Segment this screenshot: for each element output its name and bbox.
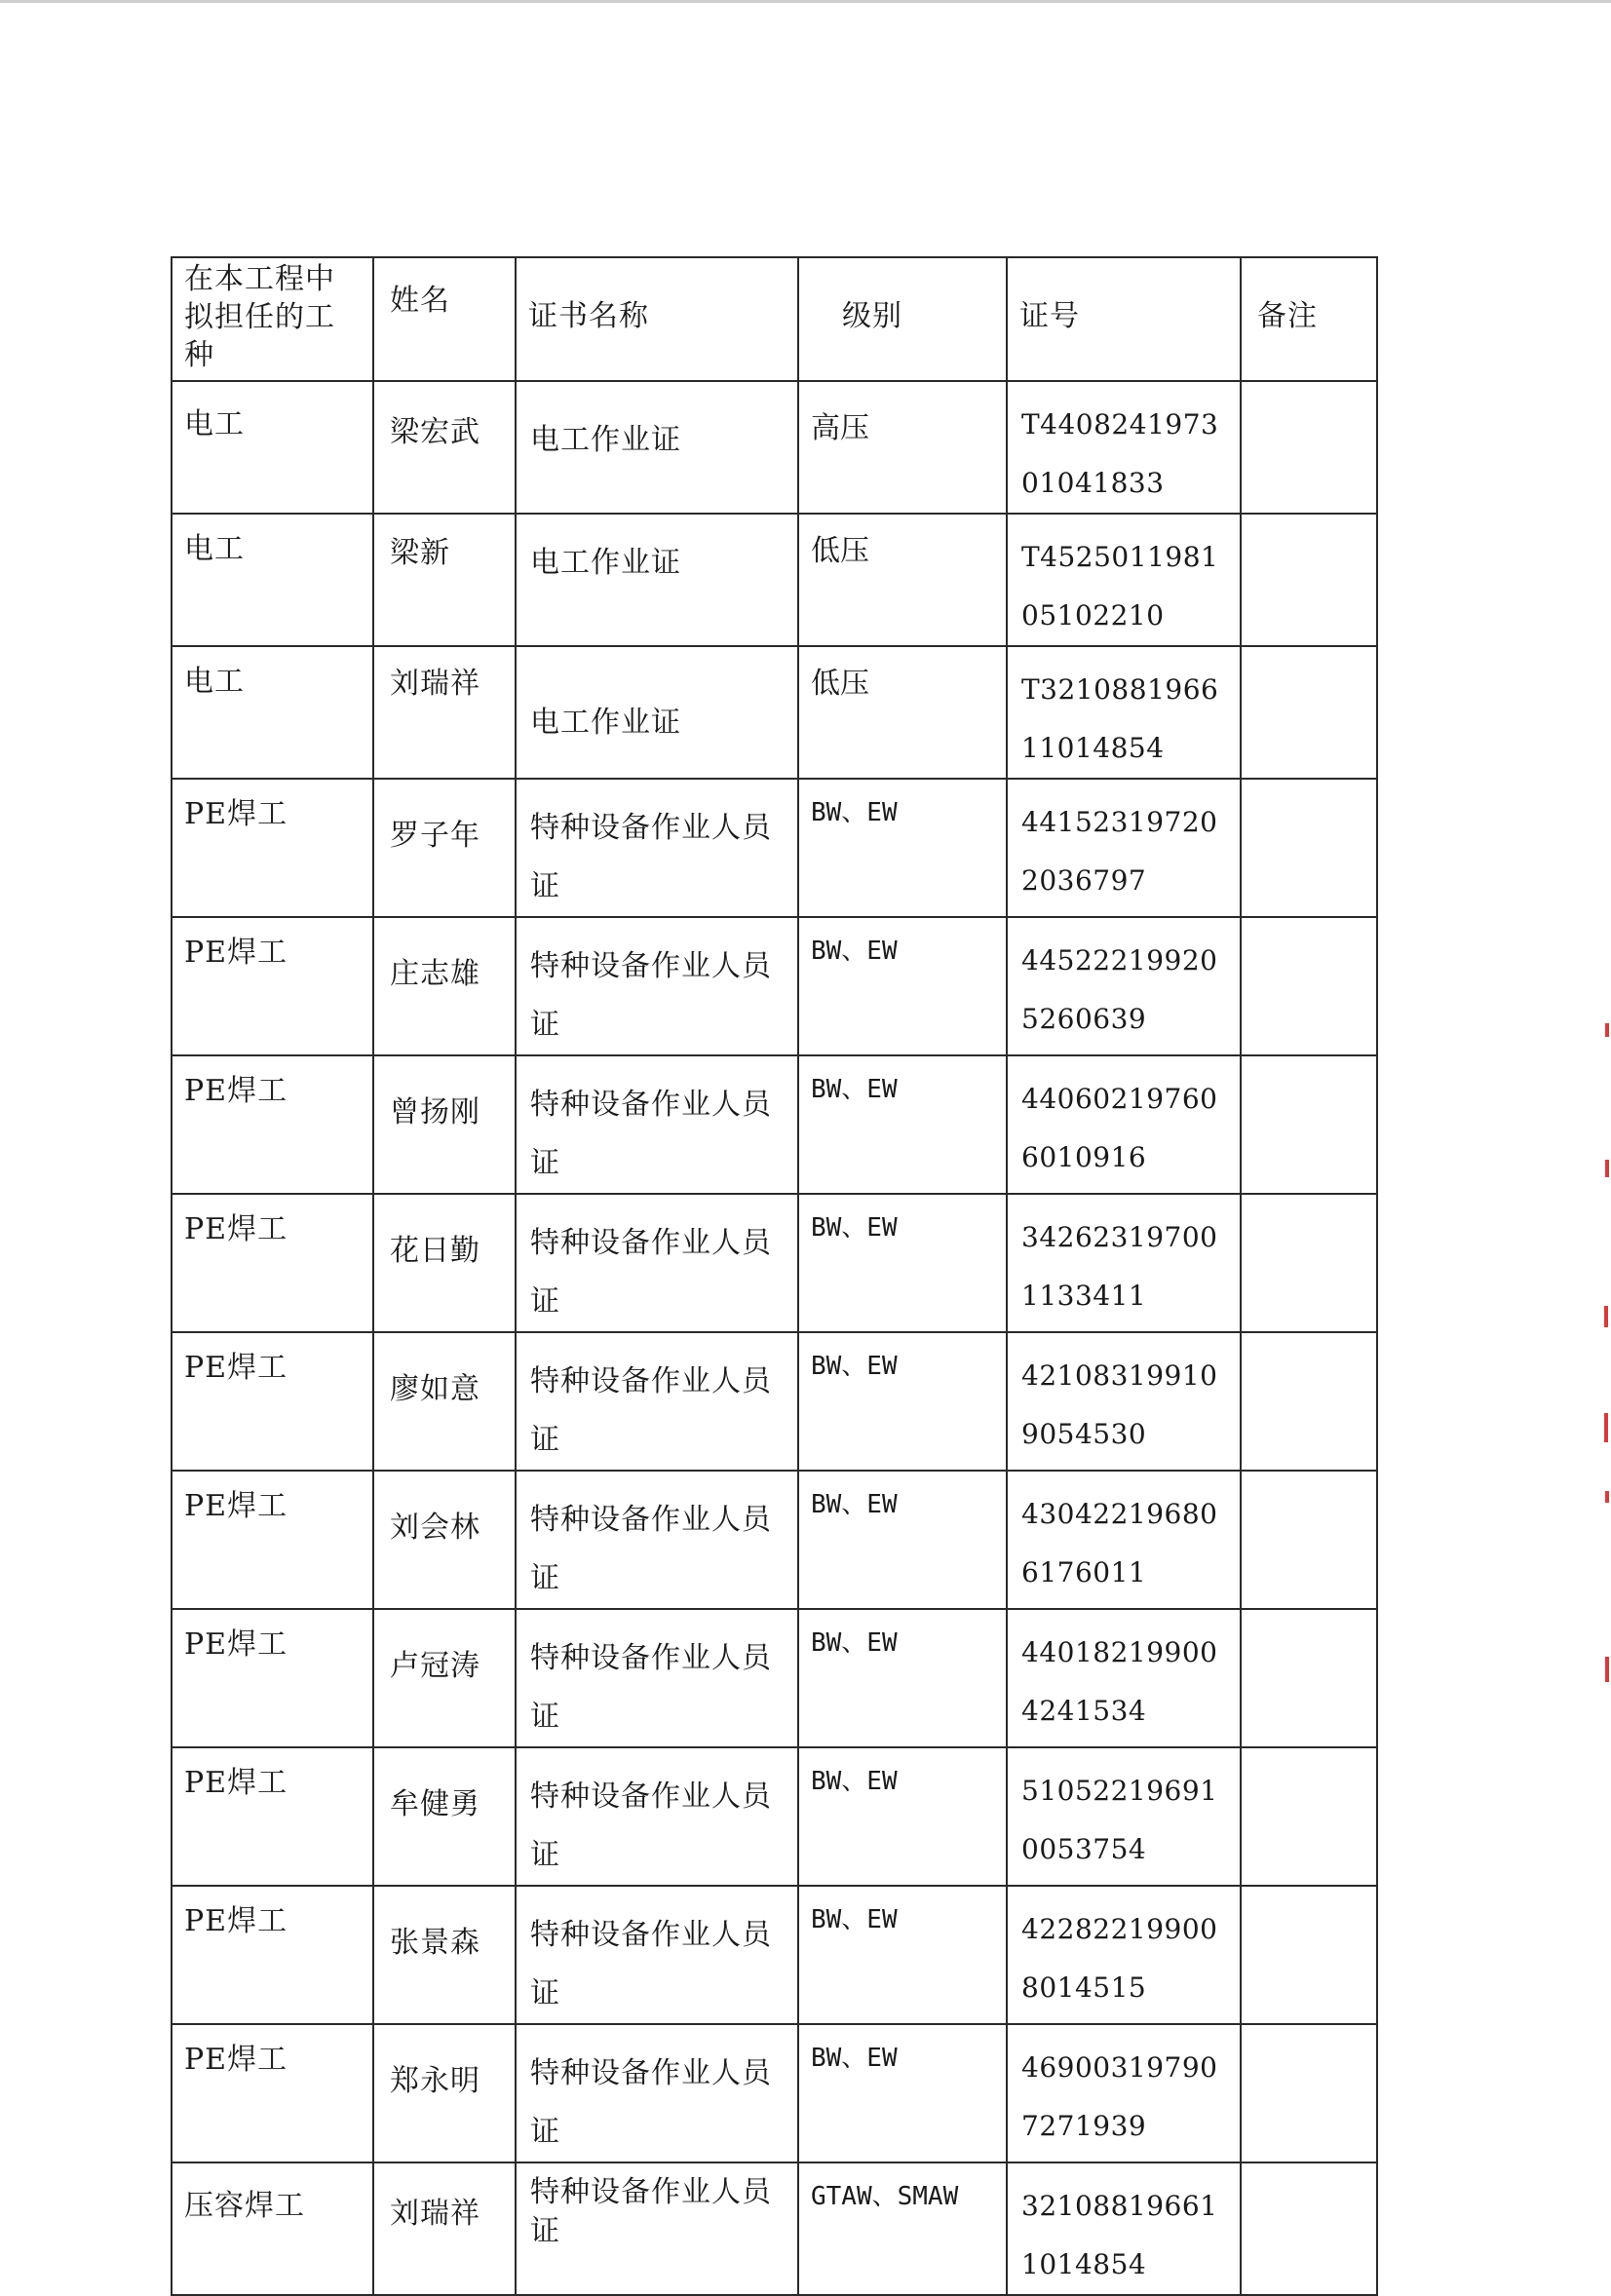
- cell-certificate: 电工作业证: [516, 514, 798, 646]
- cell-cert-no: 510522196910053754: [1007, 1747, 1241, 1886]
- cell-grade: BW、EW: [798, 1332, 1007, 1471]
- cell-note: [1241, 917, 1377, 1055]
- cell-note: [1241, 646, 1377, 779]
- cell-certificate: 特种设备作业人员证: [516, 1886, 798, 2024]
- table-row: [172, 1886, 1377, 2024]
- cell-cert-no: T452501198105102210: [1007, 514, 1241, 646]
- table-row: [172, 1332, 1377, 1471]
- cell-cert-no: 342623197001133411: [1007, 1194, 1241, 1332]
- cell-grade: BW、EW: [798, 1747, 1007, 1886]
- cell-name: 梁新: [373, 514, 516, 646]
- cell-name: 梁宏武: [373, 381, 516, 514]
- cell-name: 郑永明: [373, 2024, 516, 2162]
- cell-role: PE焊工: [172, 779, 373, 917]
- cell-note: [1241, 381, 1377, 514]
- binding-stamp-edge-mark: [1605, 1657, 1609, 1682]
- header-role: 在本工程中拟担任的工种: [172, 257, 373, 381]
- table-row: [172, 1747, 1377, 1886]
- cell-name: 张景森: [373, 1886, 516, 2024]
- cell-note: [1241, 1747, 1377, 1886]
- cell-role: 电工: [172, 514, 373, 646]
- cell-role: PE焊工: [172, 1609, 373, 1747]
- cell-certificate: 特种设备作业人员证: [516, 2162, 798, 2295]
- header-grade: 级别: [798, 257, 1007, 381]
- cell-note: [1241, 779, 1377, 917]
- cell-note: [1241, 2024, 1377, 2162]
- cell-grade: 低压: [798, 514, 1007, 646]
- cell-certificate: 特种设备作业人员证: [516, 1194, 798, 1332]
- cell-certificate: 特种设备作业人员证: [516, 779, 798, 917]
- cell-certificate: 特种设备作业人员证: [516, 1609, 798, 1747]
- cell-grade: BW、EW: [798, 779, 1007, 917]
- binding-stamp-edge-mark: [1605, 1491, 1609, 1503]
- cell-note: [1241, 1471, 1377, 1609]
- cell-certificate: 特种设备作业人员证: [516, 1332, 798, 1471]
- cell-certificate: 特种设备作业人员证: [516, 917, 798, 1055]
- table-row: [172, 1609, 1377, 1747]
- cell-cert-no: T440824197301041833: [1007, 381, 1241, 514]
- cell-cert-no: 445222199205260639: [1007, 917, 1241, 1055]
- cell-name: 花日勤: [373, 1194, 516, 1332]
- cell-note: [1241, 1055, 1377, 1194]
- cell-grade: BW、EW: [798, 2024, 1007, 2162]
- cell-role: PE焊工: [172, 917, 373, 1055]
- cell-cert-no: 430422196806176011: [1007, 1471, 1241, 1609]
- cell-grade: 高压: [798, 381, 1007, 514]
- cell-note: [1241, 1609, 1377, 1747]
- cell-certificate: 电工作业证: [516, 381, 798, 514]
- cell-name: 卢冠涛: [373, 1609, 516, 1747]
- page-top-border: [0, 0, 1611, 3]
- cell-note: [1241, 1194, 1377, 1332]
- binding-stamp-edge-mark: [1604, 1413, 1608, 1442]
- cell-name: 罗子年: [373, 779, 516, 917]
- table-row: [172, 1471, 1377, 1609]
- cell-grade: BW、EW: [798, 1609, 1007, 1747]
- header-name: 姓名: [373, 257, 516, 381]
- table-row: [172, 779, 1377, 917]
- cell-role: PE焊工: [172, 1055, 373, 1194]
- cell-role: PE焊工: [172, 1471, 373, 1609]
- table-row: [172, 1055, 1377, 1194]
- cell-note: [1241, 514, 1377, 646]
- cell-role: PE焊工: [172, 1747, 373, 1886]
- cell-grade: 低压: [798, 646, 1007, 779]
- cell-cert-no: 469003197907271939: [1007, 2024, 1241, 2162]
- cell-cert-no: 321088196611014854: [1007, 2162, 1241, 2295]
- cell-role: 电工: [172, 646, 373, 779]
- cell-grade: BW、EW: [798, 1471, 1007, 1609]
- table-row: [172, 917, 1377, 1055]
- cell-grade: BW、EW: [798, 1194, 1007, 1332]
- binding-stamp-edge-mark: [1605, 1160, 1609, 1177]
- cell-grade: BW、EW: [798, 917, 1007, 1055]
- cell-grade: BW、EW: [798, 1055, 1007, 1194]
- table-row: [172, 2024, 1377, 2162]
- cell-name: 廖如意: [373, 1332, 516, 1471]
- table-row: [172, 1194, 1377, 1332]
- cell-certificate: 电工作业证: [516, 646, 798, 779]
- table-row: [172, 514, 1377, 646]
- cell-role: 压容焊工: [172, 2162, 373, 2295]
- cell-certificate: 特种设备作业人员证: [516, 1055, 798, 1194]
- cell-role: PE焊工: [172, 1332, 373, 1471]
- cell-cert-no: 440182199004241534: [1007, 1609, 1241, 1747]
- cell-grade: BW、EW: [798, 1886, 1007, 2024]
- cell-cert-no: T321088196611014854: [1007, 646, 1241, 779]
- cell-cert-no: 422822199008014515: [1007, 1886, 1241, 2024]
- table-row: [172, 646, 1377, 779]
- table-header-row: [172, 257, 1377, 381]
- cell-note: [1241, 2162, 1377, 2295]
- cell-cert-no: 440602197606010916: [1007, 1055, 1241, 1194]
- cell-cert-no: 441523197202036797: [1007, 779, 1241, 917]
- cell-role: PE焊工: [172, 1194, 373, 1332]
- binding-stamp-edge-mark: [1604, 1306, 1608, 1327]
- cell-name: 曾扬刚: [373, 1055, 516, 1194]
- cell-note: [1241, 1332, 1377, 1471]
- personnel-certificate-table: [171, 256, 1378, 2296]
- cell-role: 电工: [172, 381, 373, 514]
- binding-stamp-edge-mark: [1605, 1023, 1609, 1037]
- header-certificate: 证书名称: [516, 257, 798, 381]
- cell-certificate: 特种设备作业人员证: [516, 2024, 798, 2162]
- cell-name: 刘瑞祥: [373, 2162, 516, 2295]
- cell-role: PE焊工: [172, 1886, 373, 2024]
- cell-role: PE焊工: [172, 2024, 373, 2162]
- cell-name: 庄志雄: [373, 917, 516, 1055]
- cell-note: [1241, 1886, 1377, 2024]
- cell-name: 牟健勇: [373, 1747, 516, 1886]
- cell-certificate: 特种设备作业人员证: [516, 1747, 798, 1886]
- table-row: [172, 381, 1377, 514]
- cell-name: 刘会林: [373, 1471, 516, 1609]
- cell-certificate: 特种设备作业人员证: [516, 1471, 798, 1609]
- header-cert-no: 证号: [1007, 257, 1241, 381]
- header-note: 备注: [1241, 257, 1377, 381]
- cell-grade: GTAW、SMAW: [798, 2162, 1007, 2295]
- cell-name: 刘瑞祥: [373, 646, 516, 779]
- cell-cert-no: 421083199109054530: [1007, 1332, 1241, 1471]
- table-row: [172, 2162, 1377, 2295]
